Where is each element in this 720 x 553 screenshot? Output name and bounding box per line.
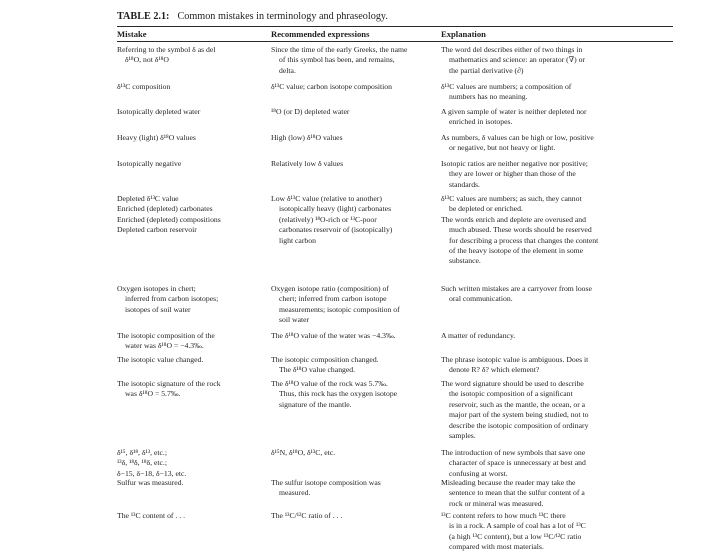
cell-line: δ¹⁵, δ¹⁸, δ¹³, etc.;: [117, 448, 167, 457]
explanation-cell: [441, 355, 673, 376]
explanation-cell: [441, 133, 673, 154]
mistake-cell: [117, 284, 257, 315]
explanation-cell: [441, 284, 673, 305]
cell-line: the partial derivative (∂): [449, 65, 524, 75]
cell-line: was δ¹⁸O = 5.7‰.: [125, 389, 181, 399]
cell-line: Since the time of the early Greeks, the name: [271, 45, 408, 54]
explanation-cell: [441, 194, 673, 267]
recommended-cell: [271, 355, 431, 376]
cell-line: oral communication.: [449, 294, 513, 304]
explanation-cell: [441, 159, 673, 190]
cell-line: Isotopic ratios are neither negative nor positive;: [441, 159, 588, 168]
cell-line: The isotopic composition of the: [117, 331, 215, 340]
cell-line: The δ¹⁸O value changed.: [279, 365, 356, 375]
cell-line: As numbers, δ values can be high or low, positive: [441, 133, 594, 142]
cell-line: The ¹³C content of . . .: [117, 511, 186, 520]
header-explanation: Explanation: [441, 29, 486, 39]
cell-line: (a high ¹³C content), but a low ¹³C/¹²C ratio: [449, 531, 582, 541]
explanation-cell: [441, 478, 673, 509]
cell-line: Thus, this rock has the oxygen isotope: [279, 389, 398, 399]
cell-line: be depleted or enriched.: [449, 204, 523, 214]
cell-line: delta.: [279, 65, 296, 75]
cell-line: ¹⁸O (or D) depleted water: [271, 107, 350, 116]
mistake-cell: [117, 331, 257, 352]
cell-line: Heavy (light) δ¹⁸O values: [117, 133, 196, 142]
cell-line: carbonates reservoir of (isotopically): [279, 225, 393, 235]
cell-line: A matter of redundancy.: [441, 331, 516, 340]
cell-line: Sulfur was measured.: [117, 478, 184, 487]
mistake-cell: [117, 159, 257, 169]
cell-line: ¹³δ, ¹⁸δ, ¹⁸δ, etc.;: [117, 458, 167, 468]
cell-line: they are lower or higher than those of the: [449, 169, 576, 179]
cell-line: of the heavy isotope of the element in some: [449, 246, 584, 256]
cell-line: δ¹⁸O, not δ¹⁸O: [125, 55, 169, 65]
cell-line: δ¹³C values are numbers; a composition of: [441, 82, 572, 91]
cell-line: of this symbol has been, and remains,: [279, 55, 395, 65]
cell-line: The isotopic value changed.: [117, 355, 204, 364]
cell-line: δ¹³C values are numbers; as such, they cannot: [441, 194, 582, 203]
cell-line: The δ¹⁸O value of the rock was 5.7‰.: [271, 379, 388, 388]
cell-line: δ¹⁵N, δ¹⁸O, δ¹³C, etc.: [271, 448, 336, 457]
explanation-cell: [441, 107, 673, 128]
cell-line: Depleted carbon reservoir: [117, 225, 197, 235]
cell-line: The introduction of new symbols that save one: [441, 448, 586, 457]
recommended-cell: [271, 284, 431, 326]
cell-line: Enriched (depleted) compositions: [117, 214, 221, 224]
mistake-cell: [117, 355, 257, 365]
cell-line: A given sample of water is neither depleted nor: [441, 107, 587, 116]
recommended-cell: [271, 45, 431, 76]
cell-line: Misleading because the reader may take the: [441, 478, 576, 487]
cell-line: standards.: [449, 179, 480, 189]
cell-line: The word signature should be used to describe: [441, 379, 584, 388]
cell-line: substance.: [449, 256, 481, 266]
cell-line: character of space is unnecessary at best and: [449, 458, 586, 468]
cell-line: samples.: [449, 431, 476, 441]
recommended-cell: [271, 379, 431, 410]
mistake-cell: [117, 448, 257, 479]
cell-line: much abused. These words should be reserved: [449, 225, 592, 235]
mistake-cell: [117, 107, 257, 117]
cell-line: Oxygen isotope ratio (composition) of: [271, 284, 389, 293]
cell-line: The phrase isotopic value is ambiguous. Does it: [441, 355, 589, 364]
cell-line: the isotopic composition of a significant: [449, 389, 573, 399]
explanation-cell: [441, 379, 673, 441]
recommended-cell: [271, 82, 431, 92]
cell-line: water was δ¹⁸O = −4.3‰.: [125, 341, 204, 351]
cell-line: measurements; isotopic composition of: [279, 304, 400, 314]
cell-line: isotopically heavy (light) carbonates: [279, 204, 392, 214]
cell-line: Isotopically negative: [117, 159, 182, 168]
cell-line: The sulfur isotope composition was: [271, 478, 381, 487]
cell-line: The isotopic composition changed.: [271, 355, 379, 364]
cell-line: is in a rock. A sample of coal has a lot of ¹³C: [449, 521, 586, 531]
mistake-cell: [117, 379, 257, 400]
top-rule: [117, 26, 673, 27]
mistake-cell: [117, 45, 257, 66]
cell-line: δ¹³C composition: [117, 82, 171, 91]
cell-line: rock or mineral was measured.: [449, 498, 544, 508]
cell-line: confusing at worst.: [449, 468, 508, 478]
cell-line: Such written mistakes are a carryover from loose: [441, 284, 592, 293]
header-rule: [117, 41, 673, 42]
mistake-cell: [117, 82, 257, 92]
cell-line: Relatively low δ values: [271, 159, 344, 168]
explanation-cell: [441, 511, 673, 553]
cell-line: soil water: [279, 315, 310, 325]
cell-line: Oxygen isotopes in chert;: [117, 284, 196, 293]
cell-line: signature of the mantle.: [279, 399, 352, 409]
recommended-cell: [271, 159, 431, 169]
cell-line: Depleted δ¹³C value: [117, 194, 179, 203]
cell-line: δ¹³C value; carbon isotope composition: [271, 82, 392, 91]
cell-line: (relatively) ¹⁸O-rich or ¹³C-poor: [279, 214, 377, 224]
recommended-cell: [271, 511, 431, 521]
cell-line: sentence to mean that the sulfur content of a: [449, 488, 585, 498]
mistake-cell: [117, 511, 257, 521]
cell-line: compared with most materials.: [449, 542, 544, 552]
cell-line: enriched in isotopes.: [449, 117, 513, 127]
cell-line: The isotopic signature of the rock: [117, 379, 221, 388]
recommended-cell: [271, 107, 431, 117]
cell-line: The δ¹⁸O value of the water was −4.3‰.: [271, 331, 396, 340]
recommended-cell: [271, 448, 431, 458]
mistake-cell: [117, 133, 257, 143]
cell-line: Low δ¹³C value (relative to another): [271, 194, 382, 203]
cell-line: major part of the system being studied, not to: [449, 410, 589, 420]
explanation-cell: [441, 82, 673, 103]
cell-line: chert; inferred from carbon isotope: [279, 294, 387, 304]
explanation-cell: [441, 331, 673, 341]
cell-line: Enriched (depleted) carbonates: [117, 204, 213, 214]
explanation-cell: [441, 448, 673, 479]
explanation-cell: [441, 45, 673, 76]
mistake-cell: [117, 194, 257, 236]
cell-line: High (low) δ¹⁸O values: [271, 133, 343, 142]
table-number: TABLE 2.1:: [117, 11, 170, 22]
mistake-cell: [117, 478, 257, 488]
cell-line: Referring to the symbol δ as del: [117, 45, 216, 54]
cell-line: isotopes of soil water: [125, 304, 191, 314]
cell-line: or negative, but not heavy or light.: [449, 143, 556, 153]
cell-line: measured.: [279, 488, 311, 498]
cell-line: mathematics and science: an operator (∇) or: [449, 55, 585, 65]
cell-line: for describing a process that changes the content: [449, 235, 599, 245]
recommended-cell: [271, 478, 431, 499]
cell-line: light carbon: [279, 235, 316, 245]
cell-line: The word del describes either of two things in: [441, 45, 583, 54]
cell-line: describe the isotopic composition of ordinary: [449, 420, 589, 430]
cell-line: denote R? δ? which element?: [449, 365, 540, 375]
table-caption: [117, 11, 388, 22]
cell-line: inferred from carbon isotopes;: [125, 294, 219, 304]
header-mistake: Mistake: [117, 29, 147, 39]
header-recommended: Recommended expressions: [271, 29, 370, 39]
cell-line: ¹³C content refers to how much ¹³C there: [441, 511, 566, 520]
cell-line: The ¹³C/¹²C ratio of . . .: [271, 511, 343, 520]
recommended-cell: [271, 194, 431, 246]
cell-line: Isotopically depleted water: [117, 107, 201, 116]
cell-line: numbers has no meaning.: [449, 92, 528, 102]
cell-line: reservoir, such as the mantle, the ocean, or a: [449, 399, 586, 409]
recommended-cell: [271, 133, 431, 143]
table-title: Common mistakes in terminology and phraseology.: [177, 11, 388, 22]
recommended-cell: [271, 331, 431, 341]
cell-line: The words enrich and deplete are overused and: [441, 214, 586, 224]
cell-line: δ−15, δ−18, δ−13, etc.: [117, 468, 187, 478]
